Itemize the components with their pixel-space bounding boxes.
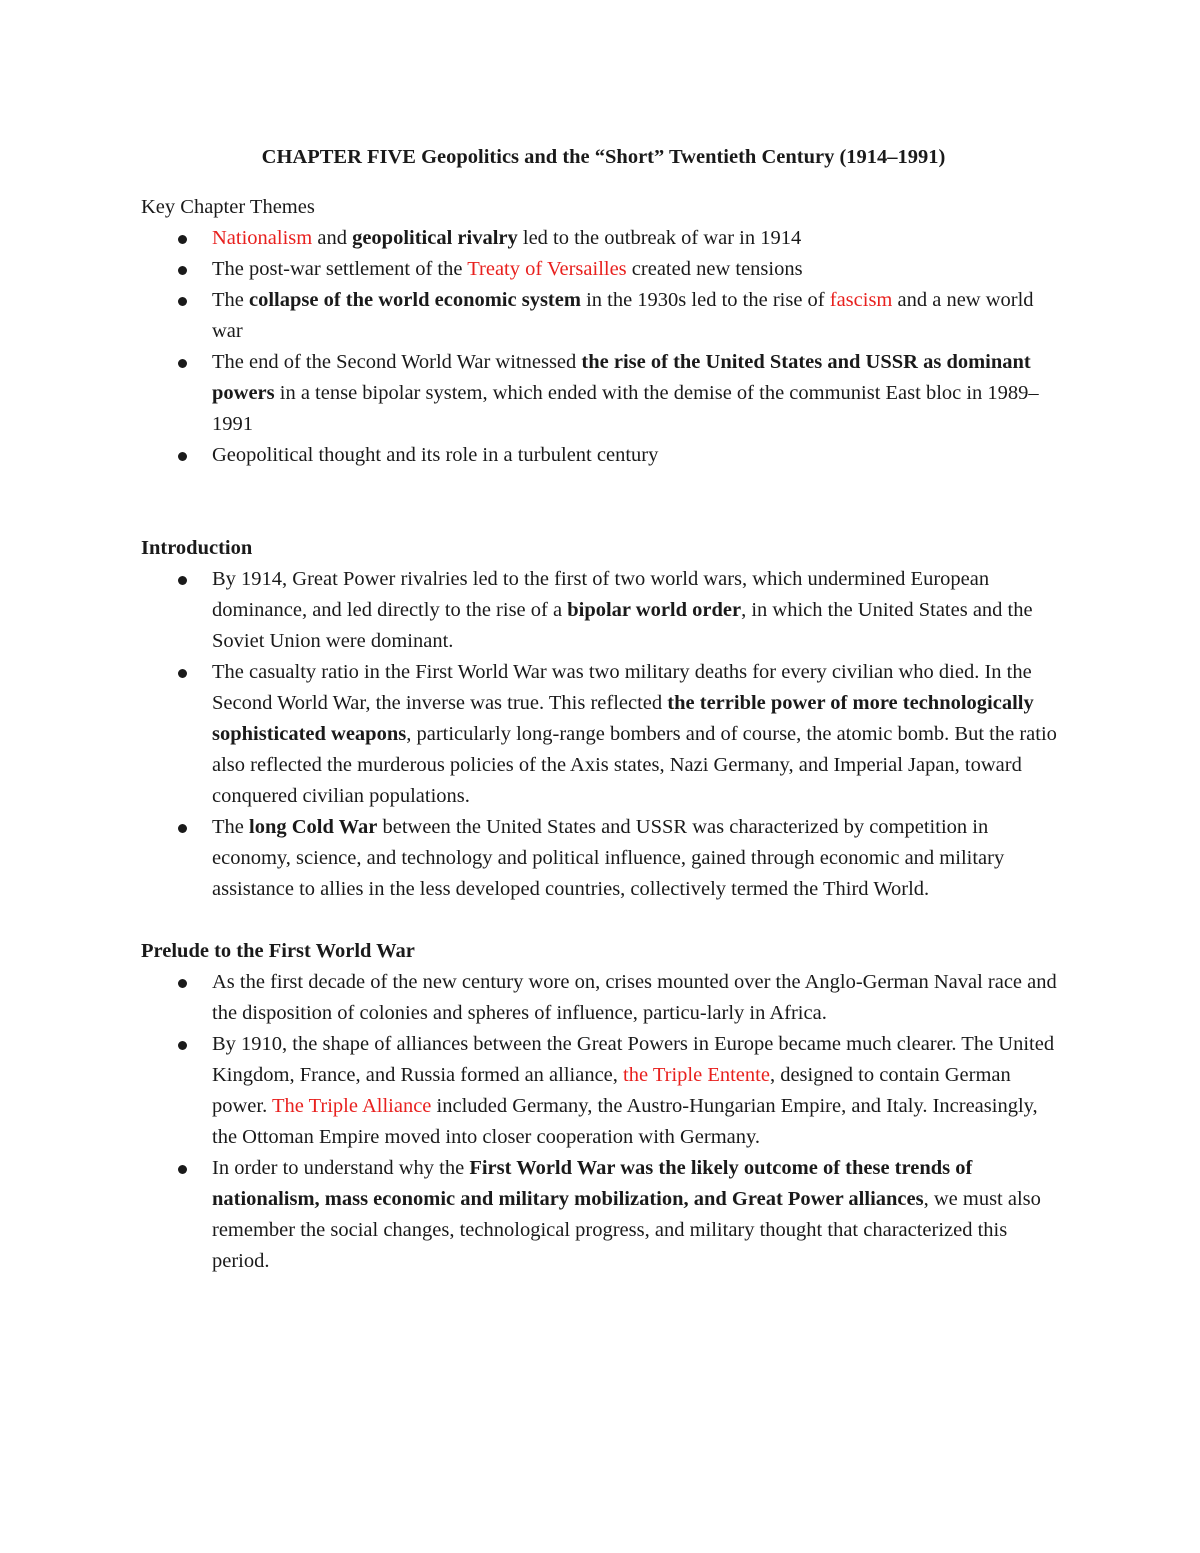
bullet-icon bbox=[178, 266, 187, 275]
text-run: in the 1930s led to the rise of bbox=[580, 289, 830, 311]
bold-text: bipolar world order bbox=[567, 599, 742, 621]
bullet-icon bbox=[178, 297, 187, 306]
list-item bbox=[141, 812, 1066, 905]
bullet-icon bbox=[178, 452, 187, 461]
bullet-icon bbox=[178, 824, 187, 833]
chapter-title: CHAPTER FIVE Geopolitics and the “Short” Twentieth Century (1914–1991) bbox=[261, 146, 946, 168]
text-run: By 1914, Great Power rivalries led to the first of two world wars, which undermined European dominance, and led directly to the rise of a bbox=[212, 568, 990, 621]
list-item bbox=[141, 285, 1066, 347]
text-run: in a tense bipolar system, which ended with the demise of the communist East bloc in 1989–1991 bbox=[212, 382, 1039, 435]
bullet-icon bbox=[178, 235, 187, 244]
list-item bbox=[141, 440, 1066, 471]
text-run: , in which the United States and the Soviet Union were dominant. bbox=[212, 599, 1033, 652]
highlighted-term: the Triple Entente bbox=[623, 1064, 770, 1086]
text-run: The casualty ratio in the First World War was two military deaths for every civilian who died. In the Second World War, the inverse was true. This reflected bbox=[212, 661, 1032, 714]
bullet-icon bbox=[178, 359, 187, 368]
text-run: , we must also remember the social changes, technological progress, and military thought that characterized this period. bbox=[212, 1188, 1041, 1272]
text-run: Geopolitical thought and its role in a turbulent century bbox=[212, 444, 659, 466]
introduction-list bbox=[141, 564, 1066, 905]
list-item bbox=[141, 657, 1066, 812]
bold-text: long Cold War bbox=[249, 816, 378, 838]
text-run: , particularly long-range bombers and of course, the atomic bomb. But the ratio also reflected the murderous policies of the Axis states, Nazi Germany, and Imperial Japan, toward conquered civilian populations. bbox=[212, 723, 1057, 807]
bold-text: the rise of the United States and USSR as dominant powers bbox=[212, 351, 1031, 404]
text-run: As the first decade of the new century wore on, crises mounted over the Anglo-German Naval race and the disposition of colonies and spheres of influence, particu-larly in Africa. bbox=[212, 971, 1057, 1024]
document-content bbox=[141, 142, 1066, 1277]
bullet-icon bbox=[178, 979, 187, 988]
text-run: between the United States and USSR was characterized by competition in economy, science, and technology and political influence, gained through economic and military assistance to allies in the less developed countries, collectively termed the Third World. bbox=[212, 816, 1005, 900]
text-run: included Germany, the Austro-Hungarian Empire, and Italy. Increasingly, the Ottoman Empire moved into closer cooperation with Germany. bbox=[212, 1095, 1038, 1148]
text-run: , designed to contain German power. bbox=[212, 1064, 1011, 1117]
highlighted-term: Treaty of Versailles bbox=[467, 258, 627, 280]
text-run: and bbox=[312, 227, 353, 249]
text-run: In order to understand why the bbox=[212, 1157, 470, 1179]
introduction-heading: Introduction bbox=[141, 537, 253, 559]
key-themes-heading: Key Chapter Themes bbox=[141, 196, 315, 218]
bold-text: the terrible power of more technologically sophisticated weapons bbox=[212, 692, 1034, 745]
list-item bbox=[141, 1153, 1066, 1277]
prelude-list bbox=[141, 967, 1066, 1277]
text-run: The post-war settlement of the bbox=[212, 258, 468, 280]
bullet-icon bbox=[178, 1165, 187, 1174]
text-run: led to the outbreak of war in 1914 bbox=[517, 227, 802, 249]
list-item bbox=[141, 967, 1066, 1029]
text-run: created new tensions bbox=[626, 258, 803, 280]
highlighted-term: fascism bbox=[829, 289, 893, 311]
list-item bbox=[141, 564, 1066, 657]
text-run: and a new world war bbox=[212, 289, 1034, 342]
text-run: The bbox=[212, 816, 249, 838]
bullet-icon bbox=[178, 669, 187, 678]
text-run: The bbox=[212, 289, 249, 311]
list-item bbox=[141, 223, 1066, 254]
bullet-icon bbox=[178, 1041, 187, 1050]
prelude-heading: Prelude to the First World War bbox=[141, 940, 415, 962]
list-item bbox=[141, 1029, 1066, 1153]
text-run: By 1910, the shape of alliances between the Great Powers in Europe became much clearer. The United Kingdom, France, and Russia formed an alliance, bbox=[212, 1033, 1055, 1086]
bold-text: First World War was the likely outcome of these trends of nationalism, mass economic and military mobilization, and Great Power alliances bbox=[212, 1157, 973, 1210]
highlighted-term: Nationalism bbox=[212, 227, 313, 249]
key-themes-list bbox=[141, 223, 1066, 471]
list-item bbox=[141, 254, 1066, 285]
highlighted-term: The Triple Alliance bbox=[271, 1095, 432, 1117]
text-run: The end of the Second World War witnessed bbox=[212, 351, 582, 373]
bullet-icon bbox=[178, 576, 187, 585]
list-item bbox=[141, 347, 1066, 440]
bold-text: geopolitical rivalry bbox=[352, 227, 518, 249]
bold-text: collapse of the world economic system bbox=[249, 289, 581, 311]
